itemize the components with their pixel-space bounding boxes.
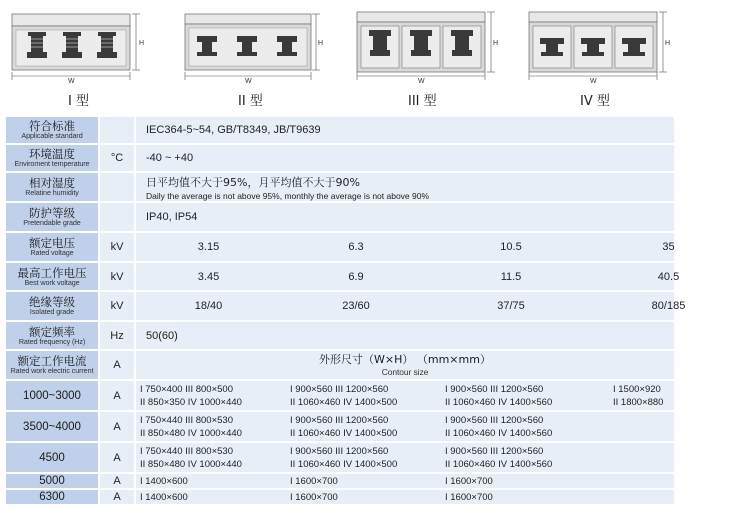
height-mark: H [139,40,145,47]
dimension-line: II 1060×460 IV 1400×560 [445,458,553,470]
unit: A [99,380,135,411]
label-zh: 环境温度 [29,147,75,162]
value-protection: IP40, IP54 [135,202,674,232]
value-standard: IEC364-5~54, GB/T8349, JB/T9639 [135,117,674,144]
unit: A [99,473,135,489]
unit: A [99,489,135,505]
current-value: 4500 [6,442,99,473]
dimension-group [140,383,290,409]
unit: Hz [99,321,135,350]
label-zh: 绝缘等级 [29,295,75,310]
label-en: Rated frequency (Hz) [18,336,86,346]
dimension-line: II 1060×460 IV 1400×560 [445,396,553,408]
dimension-group [140,414,290,440]
dimension-line: I 1400×600 [140,491,188,503]
dimension-group [603,383,753,409]
value-cell: 6.3 [348,241,364,253]
type-label-2: II 型 [238,94,263,109]
label-en: Rated voltage [30,248,74,258]
dimension-line: I 900×560 III 1200×560 [445,414,544,426]
dimension-line: II 1060×460 IV 1400×500 [290,427,398,439]
value-cell: 3.45 [197,270,220,283]
dimension-group [140,475,290,488]
dimension-line: I 900×560 III 1200×560 [290,445,389,457]
dimension-line: I 1400×600 [140,475,188,487]
dimension-line: II 1060×460 IV 1400×500 [290,458,398,470]
label-en: Rated work electric current [10,366,94,376]
value-cell: 3.15 [197,241,220,253]
dimension-line: I 750×440 III 800×530 [140,445,233,457]
current-value: 5000 [6,473,99,489]
spec-table [6,117,686,506]
width-mark: W [68,78,75,85]
dimension-line: I 1500×920 [613,383,661,395]
label-zh: 额定工作电流 [17,354,87,369]
contour-size-en: Contour size [381,366,429,377]
value-cell: 10.5 [500,241,522,253]
row-standard [6,117,674,144]
unit: °C [99,144,135,172]
width-mark: W [590,78,597,85]
type-label-3: III 型 [408,94,437,109]
diagram-type-4 [527,8,672,84]
label-en: Enviroment temperature [14,159,90,169]
humidity-zh: 日平均值不大于95%，月平均值不大于90% [146,175,360,189]
dimension-line: II 850×480 IV 1000×440 [140,427,242,439]
humidity-en: Daily the average is not above 95%, monthly the average is not above 90% [146,190,430,201]
value-cell: 37/75 [497,300,525,312]
value-temperature: -40 ~ +40 [135,144,674,172]
dimension-line: II 850×350 IV 1000×440 [140,396,242,408]
dimension-group [445,491,603,504]
label-zh: 符合标准 [29,119,75,134]
width-mark: W [245,78,252,85]
dimension-line: I 750×400 III 800×500 [140,383,233,395]
dimension-line: I 1600×700 [290,475,338,487]
value-cell: 80/185 [651,300,686,312]
dimension-line: I 900×560 III 1200×560 [290,383,389,395]
diagram-type-2 [183,8,323,84]
table-row [6,442,674,473]
dimension-line: I 900×560 III 1200×560 [445,383,544,395]
dimension-line: II 850×480 IV 1000×440 [140,458,242,470]
dimension-group [140,445,290,471]
unit: A [99,411,135,442]
row-rated-voltage [6,232,674,262]
dimension-line: I 750×440 III 800×530 [140,414,233,426]
dimension-group [603,475,753,488]
dimension-line: II 1800×880 [613,396,664,408]
unit: A [99,442,135,473]
contour-size-zh: 外形尺寸（W×H） （mm×mm） [319,353,491,367]
label-zh: 额定频率 [29,324,75,339]
label-en: Applicable standard [21,131,83,141]
label-zh: 额定电压 [29,236,75,251]
table-row [6,473,674,489]
diagram-type-3 [355,8,500,84]
unit: kV [99,232,135,262]
type-label-1: I 型 [68,94,89,109]
label-en: Isolated grade [29,307,75,317]
dimension-group [603,445,753,471]
table-row [6,411,674,442]
value-cell: 11.5 [500,270,522,283]
dimension-group [445,475,603,488]
value-frequency: 50(60) [135,321,674,350]
value-cell: 18/40 [194,300,223,312]
label-zh: 相对湿度 [29,176,75,191]
dimension-line: II 1060×460 IV 1400×500 [290,396,398,408]
table-row [6,489,674,505]
type-label-4: IV 型 [580,94,610,109]
dimension-group [290,475,445,488]
unit: kV [99,262,135,291]
label-en: Relatine humidity [25,188,79,198]
dimension-group [290,445,445,471]
height-mark: H [665,40,671,47]
dimension-line: I 900×560 III 1200×560 [445,445,544,457]
row-max-voltage [6,262,674,291]
dimension-group [603,414,753,440]
row-insulation [6,291,674,321]
dimension-line: I 1600×700 [290,491,338,503]
row-humidity [6,172,674,202]
unit: A [99,350,135,380]
current-value: 1000~3000 [6,380,99,411]
label-en: Pretendable grade [23,218,81,228]
dimension-line: II 1060×460 IV 1400×560 [445,427,553,439]
value-humidity [135,172,674,202]
value-cell: 40.5 [657,270,680,283]
height-mark: H [318,40,324,47]
label-zh: 最高工作电压 [17,265,87,280]
dimension-group [445,383,603,409]
dimension-line: I 900×560 III 1200×560 [290,414,389,426]
current-value: 3500~4000 [6,411,99,442]
dimension-group [290,414,445,440]
row-frequency [6,321,674,350]
row-temperature [6,144,674,172]
dimension-line: I 1600×700 [445,475,493,487]
row-protection [6,202,674,232]
dimension-group [290,491,445,504]
diagram-type-1 [10,8,145,84]
dimension-group [603,491,753,504]
dimension-group [140,491,290,504]
unit: kV [99,291,135,321]
dimension-group [445,414,603,440]
current-value: 6300 [6,489,99,505]
dimension-group [290,383,445,409]
height-mark: H [493,40,499,47]
label-en: Best work voltage [24,277,80,287]
row-current-header [6,350,674,380]
width-mark: W [418,78,425,85]
dimension-line: I 1600×700 [445,491,493,503]
dimension-group [445,445,603,471]
label-zh: 防护等级 [29,206,75,221]
value-cell: 35 [662,241,675,253]
table-row [6,380,674,411]
value-cell: 6.9 [348,270,364,283]
value-cell: 23/60 [342,300,370,312]
